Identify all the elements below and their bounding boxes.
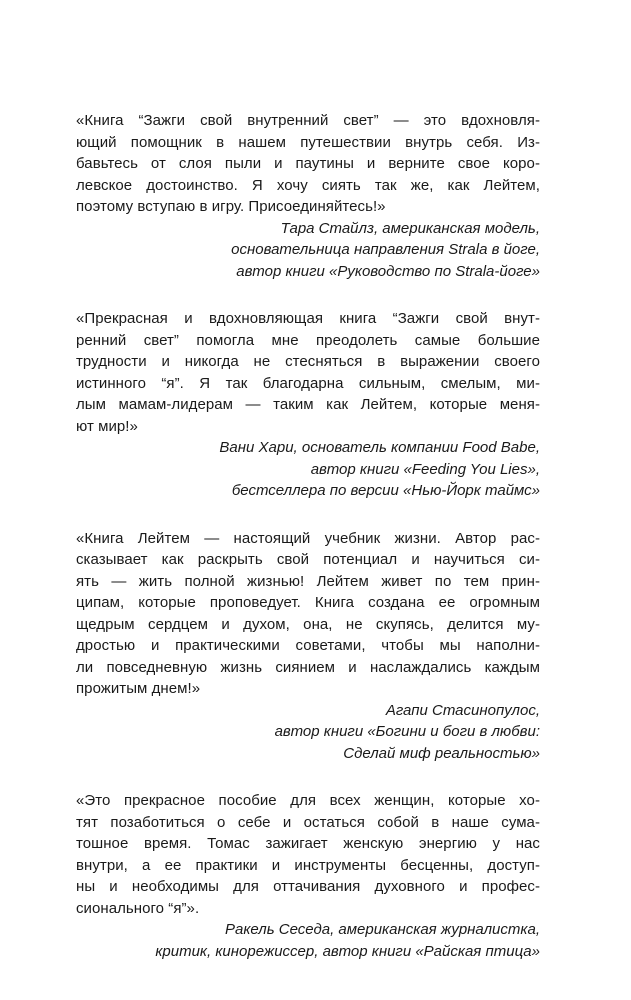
quote-line: ренний свет” помогла мне преодолеть самые большие bbox=[76, 331, 540, 349]
quote-line: ющий помощник в нашем путешествии внутрь себя. Из- bbox=[76, 133, 540, 151]
quote-line: прожитым днем!» bbox=[76, 680, 201, 697]
attribution-line: критик, кинорежиссер, автор книги «Райская птица» bbox=[155, 942, 540, 960]
quote-line: ять — жить полной жизнью! Лейтем живет по тем прин- bbox=[76, 572, 540, 590]
quote-line: ны и необходимы для оттачивания духовного и профес- bbox=[76, 878, 540, 895]
attribution-line: автор книги «Feeding You Lies», bbox=[310, 460, 540, 478]
attribution-line: Ракель Сеседа, американская журналистка, bbox=[224, 921, 540, 938]
quote-line: левское достоинство. Я хочу сиять так же, как Лейтем, bbox=[76, 176, 540, 194]
quote-line: сионального “я”». bbox=[76, 899, 200, 917]
blurb-quote bbox=[76, 528, 540, 700]
blurb-attribution bbox=[76, 218, 540, 283]
blurb-attribution bbox=[76, 919, 540, 962]
blurb-attribution bbox=[76, 700, 540, 765]
quote-line: щедрым сердцем и духом, она, не скупясь, делится му- bbox=[76, 615, 540, 633]
quote-line: сказывает как раскрыть свой потенциал и научиться си- bbox=[76, 551, 540, 568]
quote-line: ципам, которые проповедует. Книга создана ее огромным bbox=[76, 594, 540, 611]
quote-line: «Книга “Зажги свой внутренний свет” — это вдохновля- bbox=[76, 112, 540, 129]
attribution-line: автор книги «Богини и боги в любви: bbox=[274, 723, 540, 740]
quote-line: внутри, а ее практики и инструменты бесценны, доступ- bbox=[76, 856, 540, 874]
quote-line: ют мир!» bbox=[76, 417, 138, 435]
blurb-attribution bbox=[76, 437, 540, 502]
quote-line: ли повседневную жизнь сиянием и наслаждались каждым bbox=[76, 658, 540, 676]
quote-line: «Прекрасная и вдохновляющая книга “Зажги свой внут- bbox=[76, 310, 540, 327]
attribution-line: Агапи Стасинопулос, bbox=[385, 701, 540, 719]
attribution-line: автор книги «Руководство по Strala-йоге» bbox=[236, 262, 540, 280]
blurb-quote bbox=[76, 308, 540, 437]
blurb-quote bbox=[76, 790, 540, 919]
attribution-line: основательница направления Strala в йоге, bbox=[231, 241, 540, 258]
quote-line: «Это прекрасное пособие для всех женщин, которые хо- bbox=[76, 792, 540, 809]
quote-line: бавьтесь от слоя пыли и паутины и верните свое коро- bbox=[76, 155, 540, 172]
attribution-line: Тара Стайлз, американская модель, bbox=[280, 219, 540, 237]
quote-line: поэтому вступаю в игру. Присоединяйтесь!» bbox=[76, 198, 386, 215]
blurb-2 bbox=[76, 308, 540, 502]
blurb-quote bbox=[76, 110, 540, 218]
quote-line: трудности и никогда не стесняться в выражении своего bbox=[76, 353, 540, 370]
blurb-1 bbox=[76, 110, 540, 282]
blurb-4 bbox=[76, 790, 540, 962]
quote-line: дростью и практическими советами, чтобы мы наполни- bbox=[76, 637, 540, 654]
attribution-line: Сделай миф реальностью» bbox=[343, 744, 540, 762]
quote-line: лым мамам-лидерам — таким как Лейтем, которые меня- bbox=[76, 396, 540, 413]
blurb-3 bbox=[76, 528, 540, 765]
attribution-line: Вани Хари, основатель компании Food Babe, bbox=[219, 439, 540, 456]
blurbs-page bbox=[76, 110, 540, 988]
quote-line: «Книга Лейтем — настоящий учебник жизни. Автор рас- bbox=[76, 529, 540, 547]
quote-line: тошное время. Томас зажигает женскую энергию у нас bbox=[76, 835, 540, 852]
quote-line: тят позаботиться о себе и остаться собой в наше сума- bbox=[76, 813, 540, 831]
attribution-line: бестселлера по версии «Нью-Йорк таймс» bbox=[231, 482, 540, 499]
quote-line: истинного “я”. Я так благодарна сильным, смелым, ми- bbox=[76, 374, 540, 392]
